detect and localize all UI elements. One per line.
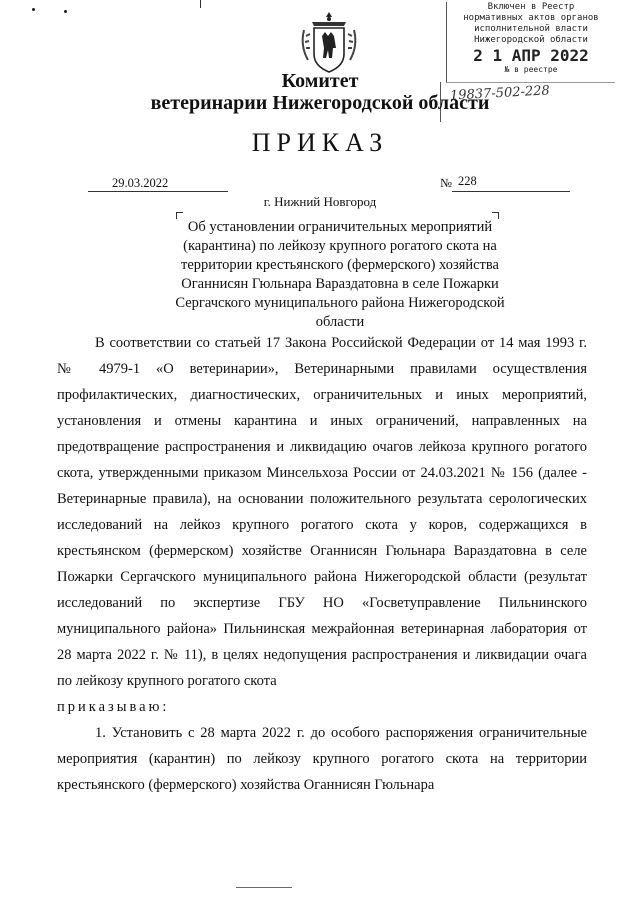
document-title: Об установлении ограничительных мероприятий (карантина) по лейкозу крупного рогатого скота на территории крестьянского (фермерского) хозяйства Оганнисян Гюльнара Вараздатовна в селе Пожарки Сергачского муниципального района Нижегородской области [175, 219, 505, 330]
coat-of-arms-emblem [298, 10, 360, 76]
city: г. Нижний Новгород [263, 194, 377, 209]
scan-mark [200, 0, 201, 8]
number-underline [452, 191, 570, 192]
handwritten-registry-number: 19837-502-228 [449, 83, 551, 104]
document-number: 228 [458, 174, 477, 188]
stamp-reg-label: № в реестре [504, 65, 558, 74]
document-type: ПРИКАЗ [251, 128, 389, 157]
organization-name-line1: Комитет [281, 70, 359, 92]
document-body [57, 330, 587, 798]
date-underline [88, 191, 228, 192]
order-item-1: 1. Установить с 28 марта 2022 г. до особого распоряжения ограничительные мероприятия (карантин) по лейкозу крупного рогатого скота на территории крестьянского (фермерского) хозяйства Оганнисян Гюльнара [57, 725, 587, 793]
stamp-line: исполнительной власти [474, 24, 588, 34]
order-word: приказываю: [57, 699, 170, 715]
document-date: 29.03.2022 [112, 176, 169, 190]
body-paragraph: В соответствии со статьей 17 Закона Российской Федерации от 14 мая 1993 г. № 4979-1 «О ветеринарии», Ветеринарными правилами осуществления профилактических, диагностических, ограничительных и иных мероприятий, установления и отмены карантина и иных ограничений, направленных на предотвращение распространения и ликвидацию очагов лейкоза крупного рогатого скота, утвержденными приказом Минсельхоза России от 24.03.2021 № 156 (далее - Ветеринарные правила), на основании положительного результата серологических исследований на лейкоз крупного рогатого скота у коров, содержащихся в крестьянском (фермерском) хозяйстве Оганнисян Гюльнара Вараздатовна в селе Пожарки Сергачского муниципального района Нижегородской области (результат исследований по экспертизе ГБУ НО «Госветуправление Пильнинского муниципального района» Пильнинская межрайонная ветеринарная лаборатория от 28 марта 2022 г. № 11), в целях недопущения распространения и ликвидации очага по лейкозу крупного рогатого скота [57, 335, 587, 689]
number-label: № [440, 176, 452, 190]
scan-mark [32, 8, 35, 11]
stamp-date: 2 1 АПР 2022 [473, 46, 589, 65]
stamp-line: Нижегородской области [474, 35, 588, 45]
stamp-line: Включен в Реестр [487, 2, 575, 12]
organization-name-line2: ветеринарии Нижегородской области [150, 92, 490, 114]
scan-mark [64, 10, 67, 13]
stamp-line: нормативных актов органов [463, 13, 599, 23]
page-footer-mark [236, 887, 292, 888]
